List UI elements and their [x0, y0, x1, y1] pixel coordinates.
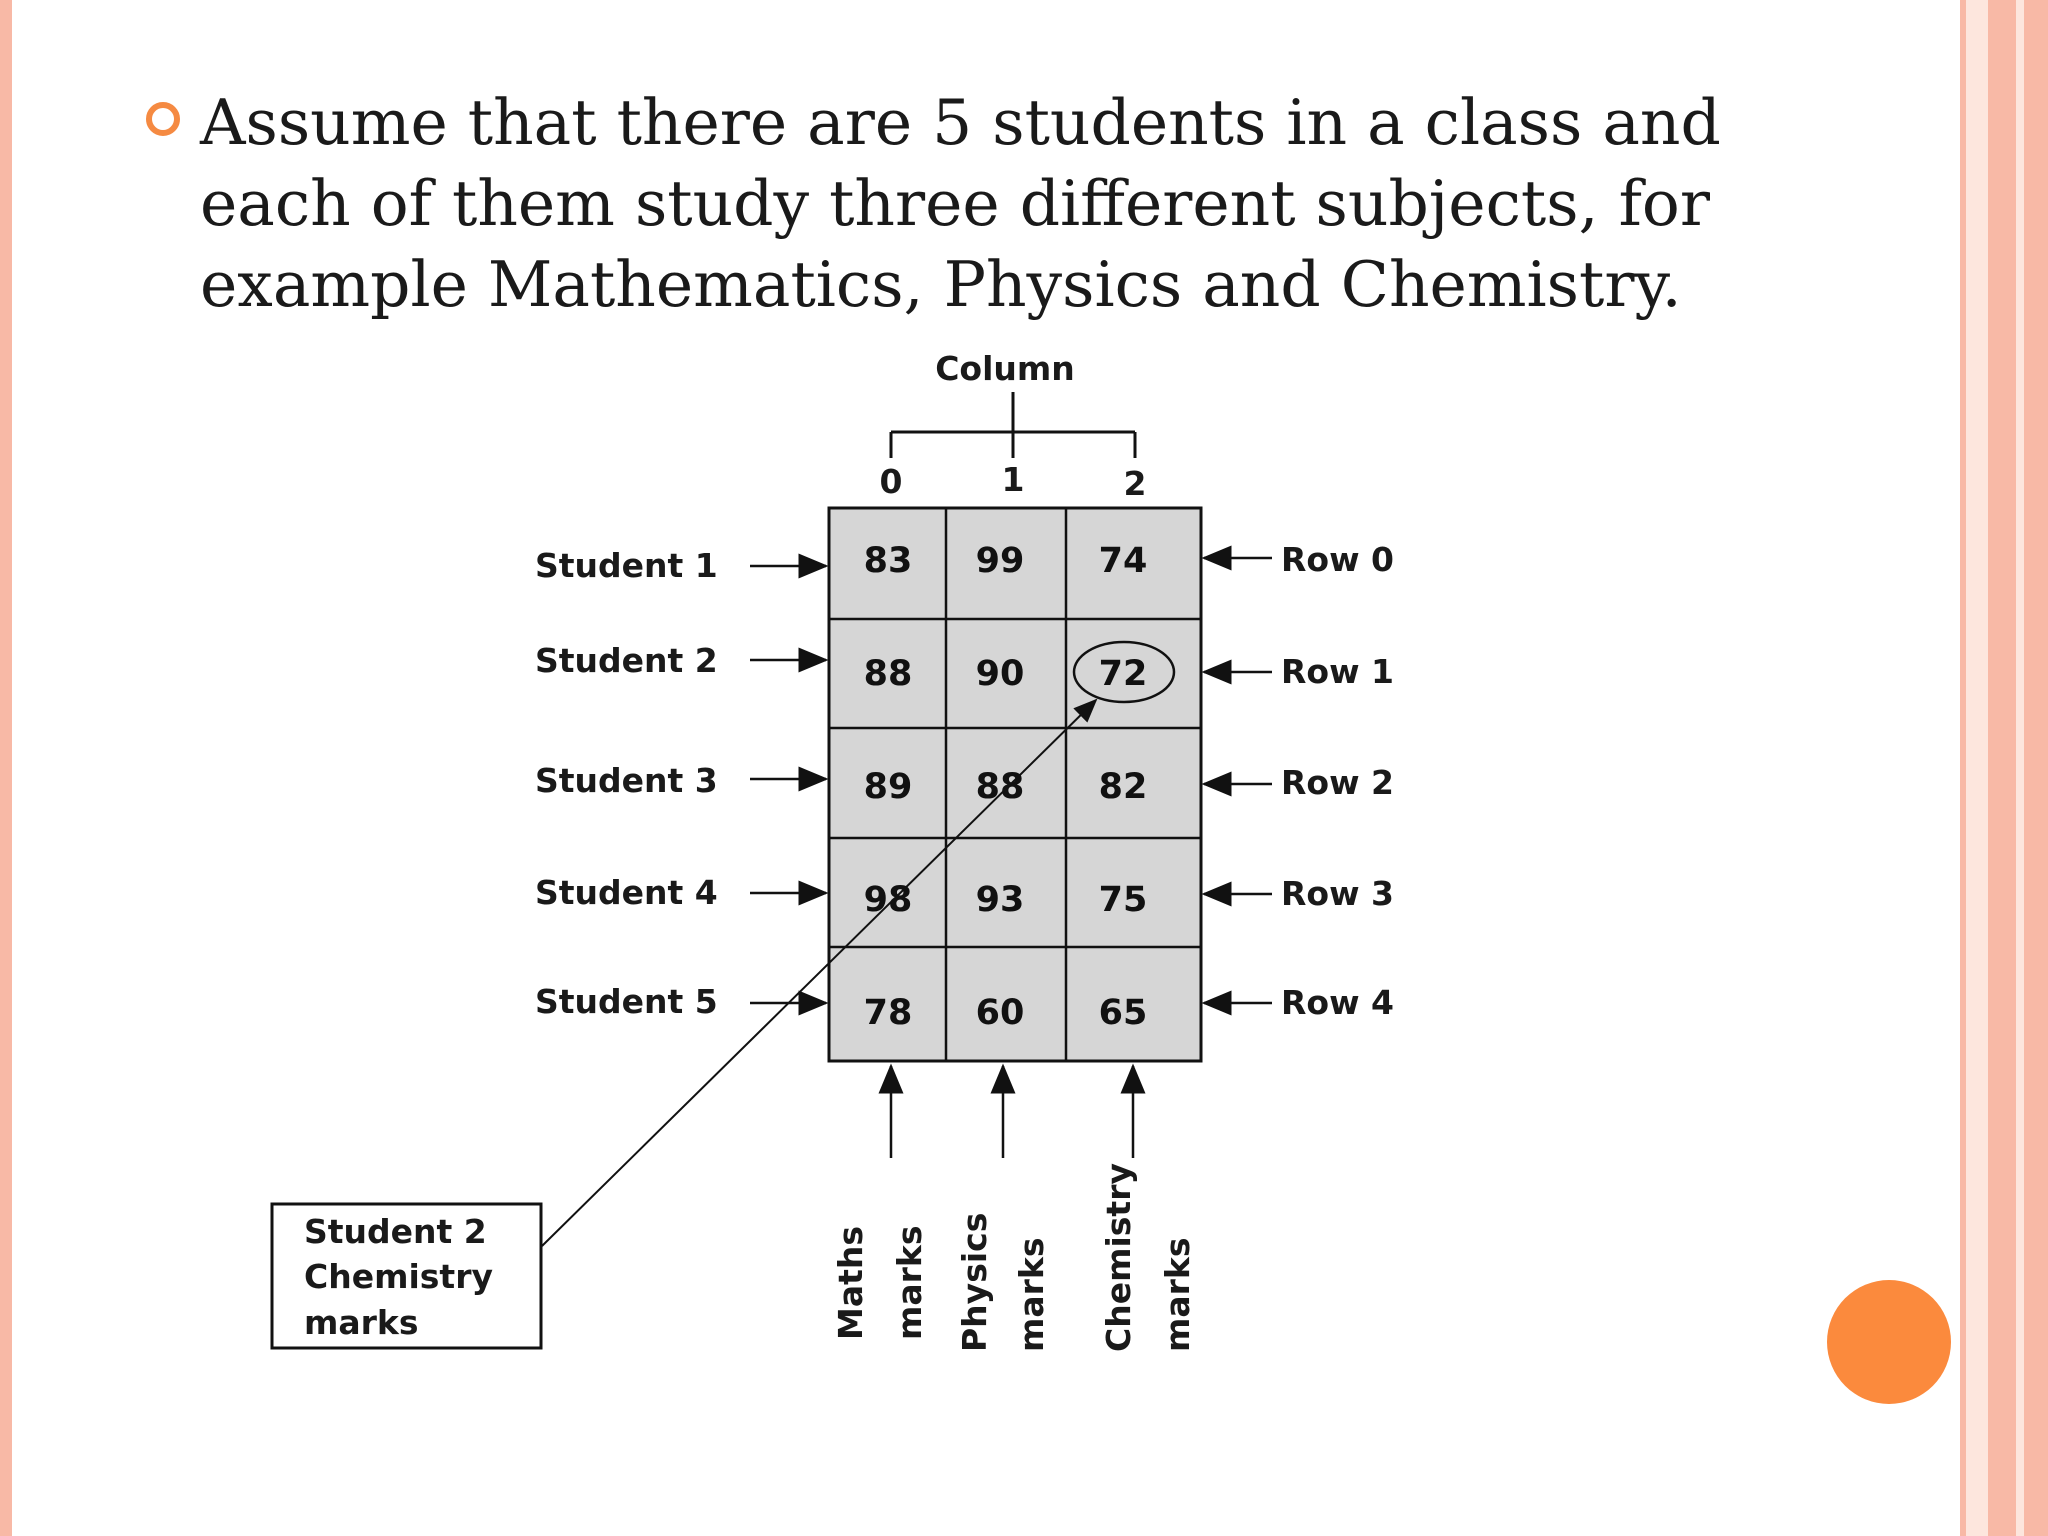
cell-r4-c0: 78: [863, 993, 913, 1033]
cell-r3-c0: 98: [863, 880, 913, 920]
column-title: Column: [935, 349, 1075, 388]
bullet-text: Assume that there are 5 students in a class and each of them study three different subjects, for example Mathematics, Physics and Chemistry.: [200, 86, 1721, 321]
callout-line-3: marks: [304, 1303, 419, 1342]
subject-label-maths: Maths: [831, 1225, 870, 1340]
student-label-1: Student 1: [535, 546, 718, 585]
cell-r0-c1: 99: [975, 541, 1025, 581]
cell-r1-c1: 90: [975, 654, 1025, 694]
row-label-3: Row 3: [1281, 874, 1395, 913]
student-label-5: Student 5: [535, 982, 718, 1021]
cell-r4-c1: 60: [975, 993, 1025, 1033]
row-label-2: Row 2: [1281, 763, 1395, 802]
row-label-4: Row 4: [1281, 983, 1395, 1022]
cell-r0-c0: 83: [863, 541, 913, 581]
cell-r1-c0: 88: [863, 654, 913, 694]
cell-r4-c2: 65: [1098, 993, 1148, 1033]
cell-r1-c2: 72: [1098, 654, 1148, 694]
subject-label-chemistry: Chemistry: [1099, 1163, 1138, 1352]
cell-r2-c2: 82: [1098, 767, 1148, 807]
subject-label-physics: Physics: [955, 1212, 994, 1352]
column-index-0: 0: [879, 462, 903, 501]
callout-line-1: Student 2: [304, 1212, 487, 1251]
cell-r3-c1: 93: [975, 880, 1025, 920]
callout-line-2: Chemistry: [304, 1257, 493, 1296]
cell-r2-c1: 88: [975, 767, 1025, 807]
column-index-1: 1: [1001, 460, 1025, 499]
student-label-4: Student 4: [535, 873, 718, 912]
column-bracket: [891, 392, 1135, 458]
subject-label-chemistry-2: marks: [1158, 1237, 1197, 1352]
row-label-0: Row 0: [1281, 540, 1395, 579]
student-label-2: Student 2: [535, 641, 718, 680]
student-label-3: Student 3: [535, 761, 718, 800]
cell-r2-c0: 89: [863, 767, 913, 807]
cell-r3-c2: 75: [1098, 880, 1148, 920]
subject-label-maths-2: marks: [890, 1225, 929, 1340]
column-index-2: 2: [1123, 464, 1147, 503]
marks-grid: [829, 508, 1201, 1061]
subject-label-physics-2: marks: [1012, 1237, 1051, 1352]
cell-r0-c2: 74: [1098, 541, 1148, 581]
row-label-1: Row 1: [1281, 652, 1395, 691]
